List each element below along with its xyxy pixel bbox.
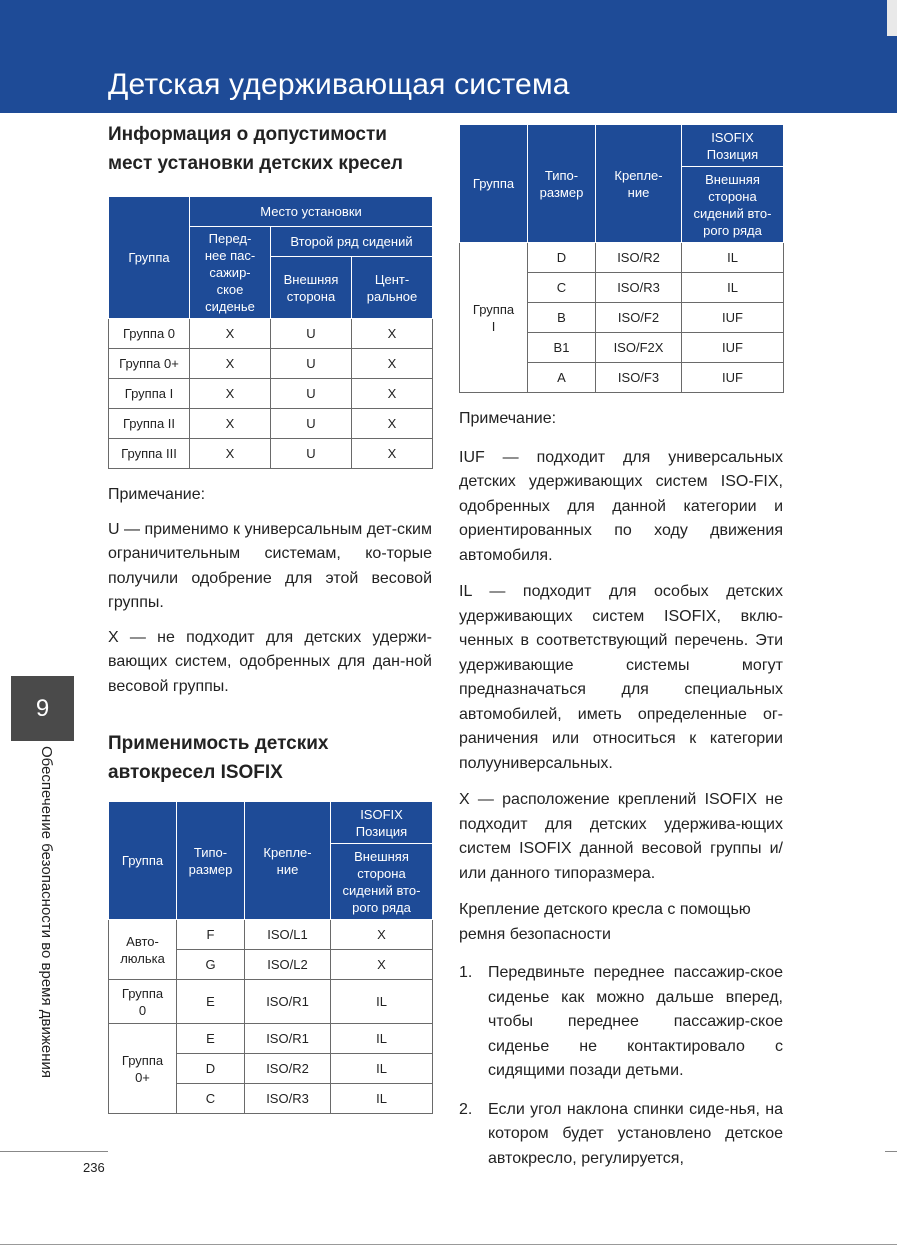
note-x: X — расположение креплений ISOFIX не подходит для детских удержива-ющих систем ISOFIX данной весовой группы и/или данного типоразмера. <box>459 791 783 882</box>
cell-mount: ISO/R3 <box>596 273 682 303</box>
cell-size: B1 <box>528 333 596 363</box>
cell-size: E <box>177 1024 245 1054</box>
page-number: 236 <box>83 1160 105 1175</box>
cell-position: X <box>331 950 433 980</box>
cell-size: G <box>177 950 245 980</box>
cell-size: F <box>177 920 245 950</box>
section-title-line: мест установки детских кресел <box>108 153 403 174</box>
cell-position: IL <box>682 243 784 273</box>
cell-group: Группа 0+ <box>109 349 190 379</box>
cell-outer: U <box>271 349 352 379</box>
table-row <box>109 1024 433 1054</box>
header-center: Цент- ральное <box>352 257 433 319</box>
cell-group: Группа I <box>460 243 528 393</box>
cell-mount: ISO/R3 <box>245 1084 331 1114</box>
header-front-seat: Перед- нее пас- сажир- ское сиденье <box>190 227 271 319</box>
table-row <box>109 319 433 349</box>
section-title-installation <box>108 120 432 178</box>
footer-rule <box>0 1151 108 1152</box>
installation-table <box>108 196 433 469</box>
isofix-table-right <box>459 124 784 393</box>
cell-mount: ISO/R1 <box>245 1024 331 1054</box>
cell-center: X <box>352 439 433 469</box>
header-isofix-position: ISOFIX Позиция <box>682 125 784 167</box>
table-row <box>109 349 433 379</box>
list-item <box>459 1098 783 1172</box>
note-label: Примечание: <box>459 410 557 427</box>
cell-front: X <box>190 379 271 409</box>
cell-mount: ISO/R2 <box>245 1054 331 1084</box>
cell-center: X <box>352 409 433 439</box>
footer-rule-right <box>885 1151 897 1152</box>
cell-group: Группа III <box>109 439 190 469</box>
note-label: Примечание: <box>108 486 206 503</box>
cell-front: X <box>190 439 271 469</box>
chapter-label: Обеспечение безопасности во время движения <box>38 746 55 1079</box>
cell-mount: ISO/L1 <box>245 920 331 950</box>
belt-mount-title: Крепление детского кресла с помощью ремня безопасности <box>459 901 751 943</box>
cell-position: IL <box>331 1024 433 1054</box>
cell-mount: ISO/F3 <box>596 363 682 393</box>
cell-center: X <box>352 379 433 409</box>
step-text: Если угол наклона спинки сиде-нья, на котором будет установлено детское автокресло, регулируется, <box>488 1100 783 1167</box>
cell-position: IUF <box>682 303 784 333</box>
note-u: U — применимо к универсальным дет-ским ограничительным системам, ко-торые получили одобрение для этой весовой группы. <box>108 520 432 611</box>
cell-mount: ISO/F2X <box>596 333 682 363</box>
list-item <box>459 961 783 1084</box>
cell-center: X <box>352 349 433 379</box>
table-row <box>109 980 433 1024</box>
section-title-isofix <box>108 729 432 787</box>
cell-position: IUF <box>682 363 784 393</box>
cell-front: X <box>190 409 271 439</box>
isofix-table-left <box>108 801 433 1114</box>
cell-center: X <box>352 319 433 349</box>
header-group: Группа <box>109 197 190 319</box>
cell-size: A <box>528 363 596 393</box>
cell-size: D <box>177 1054 245 1084</box>
cell-size: C <box>177 1084 245 1114</box>
cell-outer: U <box>271 319 352 349</box>
cell-group: Группа 0+ <box>109 1024 177 1114</box>
cell-position: IUF <box>682 333 784 363</box>
cell-mount: ISO/F2 <box>596 303 682 333</box>
section-title-line: Информация о допустимости <box>108 124 387 145</box>
header-outer-second-row: Внешняя сторона сидений вто- рого ряда <box>331 844 433 920</box>
cell-mount: ISO/L2 <box>245 950 331 980</box>
note-il: IL — подходит для особых детских удерживающих систем ISOFIX, вклю-ченных в соответствующий перечень. Эти удерживающие системы могут предназначаться для специальных автомобилей, иметь определенные ог-раничения или относиться к категории полууниверсальных. <box>459 583 783 772</box>
cell-group: Группа II <box>109 409 190 439</box>
chapter-number-tab: 9 <box>11 676 74 741</box>
table-row <box>109 379 433 409</box>
header-mount: Крепле- ние <box>596 125 682 243</box>
note-x: X — не подходит для детских удержи-вающих систем, одобренных для дан-ной весовой группы. <box>108 628 432 695</box>
table-row <box>109 409 433 439</box>
header-group: Группа <box>460 125 528 243</box>
header-install-place: Место установки <box>190 197 433 227</box>
cell-mount: ISO/R1 <box>245 980 331 1024</box>
right-column <box>459 124 783 1171</box>
header-size-class: Типо- размер <box>177 802 245 920</box>
header-corner-mark <box>887 0 897 36</box>
table-row <box>109 439 433 469</box>
cell-mount: ISO/R2 <box>596 243 682 273</box>
header-mount: Крепле- ние <box>245 802 331 920</box>
step-number: 1. <box>459 964 473 981</box>
step-number: 2. <box>459 1100 473 1118</box>
cell-position: IL <box>682 273 784 303</box>
cell-position: X <box>331 920 433 950</box>
cell-front: X <box>190 319 271 349</box>
header-size-class: Типо- размер <box>528 125 596 243</box>
cell-group: Группа I <box>109 379 190 409</box>
header-isofix-position: ISOFIX Позиция <box>331 802 433 844</box>
cell-front: X <box>190 349 271 379</box>
cell-position: IL <box>331 1054 433 1084</box>
cell-group: Группа 0 <box>109 980 177 1024</box>
page-header <box>0 0 897 113</box>
step-text: Передвиньте переднее пассажир-ское сиденье как можно дальше вперед, чтобы переднее пассажир-ское сиденье не контактировало с сидящими позади детьми. <box>488 964 783 1079</box>
header-outer-side: Внешняя сторона <box>271 257 352 319</box>
cell-group: Авто- люлька <box>109 920 177 980</box>
note-iuf: IUF — подходит для универсальных детских удерживающих систем ISO-FIX, одобренных для данной категории и ориентированных по ходу движения автомобиля. <box>459 448 783 564</box>
cell-size: D <box>528 243 596 273</box>
cell-group: Группа 0 <box>109 319 190 349</box>
cell-outer: U <box>271 409 352 439</box>
cell-size: E <box>177 980 245 1024</box>
left-column <box>108 120 432 1114</box>
cell-size: B <box>528 303 596 333</box>
cell-position: IL <box>331 980 433 1024</box>
bottom-rule <box>0 1244 897 1245</box>
page-title: Детская удерживающая система <box>108 68 570 101</box>
section-title-line: Применимость детских <box>108 733 329 754</box>
header-group: Группа <box>109 802 177 920</box>
cell-outer: U <box>271 439 352 469</box>
header-outer-second-row: Внешняя сторона сидений вто- рого ряда <box>682 167 784 243</box>
table-row <box>460 243 784 273</box>
section-title-line: автокресел ISOFIX <box>108 762 283 783</box>
cell-outer: U <box>271 379 352 409</box>
chapter-label-wrap <box>33 746 63 1106</box>
cell-size: C <box>528 273 596 303</box>
cell-position: IL <box>331 1084 433 1114</box>
table-row <box>109 920 433 950</box>
header-second-row: Второй ряд сидений <box>271 227 433 257</box>
